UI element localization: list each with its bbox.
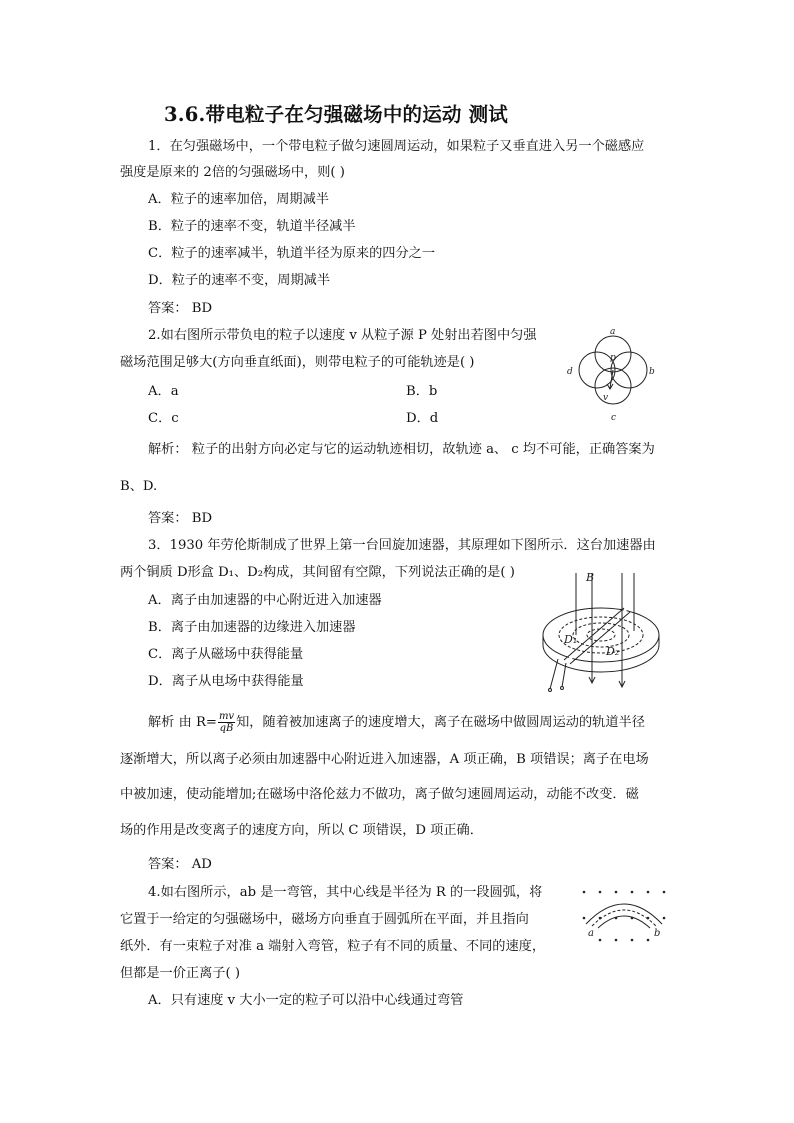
q3-analysis-rest: 知，随着被加速离子的速度增大，离子在磁场中做圆周运动的轨道半径	[236, 715, 645, 730]
q2-option-d: D．d	[406, 411, 439, 426]
q3-option-d: D．离子从电场中获得能量	[148, 674, 304, 689]
q3-stem-line2: 两个铜质 D形盒 D₁、D₂构成，其间留有空隙，下列说法正确的是( )	[120, 565, 515, 580]
q3-field-arrows	[589, 677, 625, 687]
q2-analysis-line1: 解析： 粒子的出射方向必定与它的运动轨迹相切，故轨迹 a、 c 均不可能，正确答案为	[148, 442, 655, 457]
q2-label-d: d	[567, 367, 573, 377]
q2-circle-b	[611, 352, 647, 388]
q3-answer: 答案： AD	[148, 857, 212, 872]
q3-formula	[218, 711, 235, 734]
q2-label-p: p	[610, 353, 616, 363]
q4-stem-line1: 4.如右图所示，ab 是一弯管，其中心线是半径为 R 的一段圆弧，将	[148, 885, 543, 900]
q2-circle-c	[595, 368, 631, 404]
q3-disc-top	[543, 608, 659, 662]
q4-stem-line3: 纸外．有一束粒子对准 a 端射入弯管，粒子有不同的质量、不同的速度，	[120, 939, 546, 954]
q2-answer: 答案： BD	[148, 511, 213, 526]
q2-trajectory-figure	[560, 326, 664, 422]
q2-label-c: c	[611, 413, 617, 422]
q3-analysis-line1	[148, 711, 645, 734]
q1-answer: 答案： BD	[148, 301, 213, 316]
q4-label-b: b	[654, 928, 661, 939]
q3-option-c: C．离子从磁场中获得能量	[148, 647, 304, 662]
q4-stem-line4: 但都是一价正离子( )	[120, 966, 240, 981]
q2-label-a: a	[610, 327, 616, 337]
q1-stem-line2: 强度是原来的 2倍的匀强磁场中，则( )	[120, 165, 345, 180]
q2-option-b: B．b	[406, 384, 438, 399]
q3-option-b: B．离子由加速器的边缘进入加速器	[148, 620, 356, 635]
q3-cyclotron-svg	[536, 565, 666, 695]
q2-option-c: C．c	[148, 411, 179, 426]
q1-stem-line1: 1．在匀强磁场中，一个带电粒子做匀速圆周运动，如果粒子又垂直进入另一个磁感应	[148, 139, 645, 154]
q4-tube-svg	[578, 882, 670, 946]
q4-tube-figure	[578, 882, 670, 946]
q3-formula-numerator: mv	[218, 711, 235, 722]
q4-tube-inner	[598, 916, 650, 928]
q4-option-a: A．只有速度 v 大小一定的粒子可以沿中心线通过弯管	[148, 993, 464, 1008]
q1-option-c: C．粒子的速率减半，轨道半径为原来的四分之一	[148, 246, 436, 261]
q3-analysis-line3: 中被加速，使动能增加;在磁场中洛伦兹力不做功，离子做匀速圆周运动，动能不改变．磁	[120, 787, 639, 802]
q2-stem-line1: 2.如右图所示带负电的粒子以速度 v 从粒子源 P 处射出若图中匀强	[148, 328, 537, 343]
q3-spiral-middle	[573, 623, 629, 647]
q2-analysis-line2: B、D.	[120, 479, 158, 494]
q2-stem-line2: 磁场范围足够大(方向垂直纸面)，则带电粒子的可能轨迹是( )	[120, 355, 475, 370]
q3-terminal-1	[549, 689, 552, 692]
q2-option-a: A．a	[148, 384, 179, 399]
q4-stem-line2: 它置于一给定的匀强磁场中，磁场方向垂直于圆弧所在平面，并且指向	[120, 912, 529, 927]
q3-cyclotron-figure	[536, 565, 666, 695]
q3-stem-line1: 3．1930 年劳伦斯制成了世界上第一台回旋加速器，其原理如下图所示．这台加速器由	[148, 538, 656, 553]
q3-label-d2: D₂	[606, 645, 620, 658]
q3-terminal-2	[561, 687, 564, 690]
q2-label-b: b	[649, 367, 655, 377]
q1-option-b: B．粒子的速率不变，轨道半径减半	[148, 219, 356, 234]
q3-analysis-line4: 场的作用是改变离子的速度方向，所以 C 项错误，D 项正确．	[120, 823, 483, 838]
page-title: 3.6.带电粒子在匀强磁场中的运动 测试	[164, 103, 509, 126]
q3-label-d1: D₁	[564, 633, 578, 646]
q2-circles-svg	[560, 326, 664, 422]
q3-analysis-prefix: 解析 由 R=	[148, 715, 217, 730]
q1-option-a: A．粒子的速率加倍，周期减半	[148, 192, 329, 207]
q4-label-a: a	[588, 928, 594, 939]
q3-analysis-line2: 逐渐增大，所以离子必须由加速器中心附近进入加速器，A 项正确，B 项错误；离子在电场	[120, 752, 649, 767]
q1-option-d: D．粒子的速率不变，周期减半	[148, 273, 331, 288]
q2-label-v: v	[603, 393, 609, 403]
q3-label-b: B	[586, 571, 595, 584]
q4-tube-center	[592, 910, 656, 926]
q3-option-a: A．离子由加速器的中心附近进入加速器	[148, 593, 382, 608]
q3-formula-denominator: qB	[219, 723, 234, 734]
